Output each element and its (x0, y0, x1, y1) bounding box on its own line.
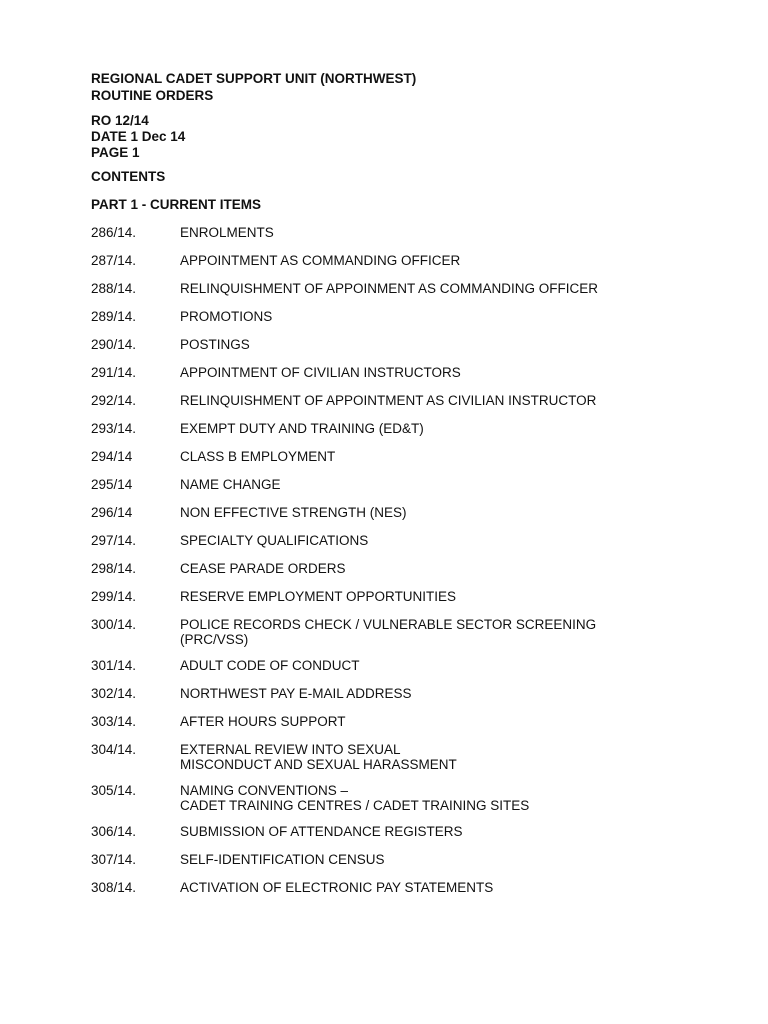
orders-title: ROUTINE ORDERS (91, 88, 214, 103)
list-item (91, 365, 711, 380)
item-number: 295/14 (91, 477, 133, 492)
item-number: 294/14 (91, 449, 133, 464)
item-number: 298/14. (91, 561, 137, 576)
item-title: APPOINTMENT AS COMMANDING OFFICER (180, 253, 461, 268)
item-number: 301/14. (91, 658, 137, 673)
item-number: 291/14. (91, 365, 137, 380)
item-title: NAMING CONVENTIONS – CADET TRAINING CENTRES / CADET TRAINING SITES (180, 783, 530, 813)
list-item (91, 617, 711, 647)
list-item (91, 337, 711, 352)
item-title: PROMOTIONS (180, 309, 273, 324)
item-title: APPOINTMENT OF CIVILIAN INSTRUCTORS (180, 365, 461, 380)
list-item (91, 309, 711, 324)
item-title: ACTIVATION OF ELECTRONIC PAY STATEMENTS (180, 880, 494, 895)
item-title: RELINQUISHMENT OF APPOINMENT AS COMMANDING OFFICER (180, 281, 599, 296)
item-title: AFTER HOURS SUPPORT (180, 714, 346, 729)
list-item (91, 742, 711, 772)
item-number: 303/14. (91, 714, 137, 729)
item-title: SELF-IDENTIFICATION CENSUS (180, 852, 385, 867)
order-date: DATE 1 Dec 14 (91, 129, 186, 144)
item-number: 299/14. (91, 589, 137, 604)
item-number: 289/14. (91, 309, 137, 324)
item-number: 290/14. (91, 337, 137, 352)
order-reference (91, 113, 185, 161)
list-item (91, 561, 711, 576)
item-title: SUBMISSION OF ATTENDANCE REGISTERS (180, 824, 463, 839)
list-item (91, 281, 711, 296)
item-title: CEASE PARADE ORDERS (180, 561, 346, 576)
list-item (91, 225, 711, 240)
item-title: POSTINGS (180, 337, 250, 352)
contents-list (91, 225, 711, 908)
item-title: RESERVE EMPLOYMENT OPPORTUNITIES (180, 589, 457, 604)
item-title: NORTHWEST PAY E-MAIL ADDRESS (180, 686, 412, 701)
item-title: SPECIALTY QUALIFICATIONS (180, 533, 369, 548)
item-number: 286/14. (91, 225, 137, 240)
item-number: 304/14. (91, 742, 137, 757)
list-item (91, 589, 711, 604)
list-item (91, 658, 711, 673)
item-number: 288/14. (91, 281, 137, 296)
item-title: POLICE RECORDS CHECK / VULNERABLE SECTOR SCREENING (PRC/VSS) (180, 617, 597, 647)
item-title: CLASS B EMPLOYMENT (180, 449, 336, 464)
list-item (91, 714, 711, 729)
item-number: 305/14. (91, 783, 137, 798)
item-number: 292/14. (91, 393, 137, 408)
document-header (91, 70, 416, 104)
list-item (91, 421, 711, 436)
item-title: ADULT CODE OF CONDUCT (180, 658, 360, 673)
list-item (91, 783, 711, 813)
item-title: NAME CHANGE (180, 477, 281, 492)
unit-title: REGIONAL CADET SUPPORT UNIT (NORTHWEST) (91, 71, 417, 86)
list-item (91, 533, 711, 548)
item-number: 297/14. (91, 533, 137, 548)
list-item (91, 253, 711, 268)
page-number: PAGE 1 (91, 145, 140, 160)
item-title: EXTERNAL REVIEW INTO SEXUAL MISCONDUCT AND SEXUAL HARASSMENT (180, 742, 457, 772)
item-number: 293/14. (91, 421, 137, 436)
item-title: NON EFFECTIVE STRENGTH (NES) (180, 505, 407, 520)
item-number: 302/14. (91, 686, 137, 701)
item-number: 308/14. (91, 880, 137, 895)
item-number: 287/14. (91, 253, 137, 268)
list-item (91, 880, 711, 895)
list-item (91, 393, 711, 408)
item-number: 300/14. (91, 617, 137, 632)
list-item (91, 852, 711, 867)
part-heading: PART 1 - CURRENT ITEMS (91, 197, 262, 212)
item-number: 307/14. (91, 852, 137, 867)
item-title: ENROLMENTS (180, 225, 274, 240)
list-item (91, 824, 711, 839)
item-number: 296/14 (91, 505, 133, 520)
item-number: 306/14. (91, 824, 137, 839)
list-item (91, 686, 711, 701)
list-item (91, 505, 711, 520)
contents-heading: CONTENTS (91, 169, 166, 184)
list-item (91, 449, 711, 464)
item-title: RELINQUISHMENT OF APPOINTMENT AS CIVILIAN INSTRUCTOR (180, 393, 597, 408)
item-title: EXEMPT DUTY AND TRAINING (ED&T) (180, 421, 424, 436)
list-item (91, 477, 711, 492)
ro-number: RO 12/14 (91, 113, 149, 128)
